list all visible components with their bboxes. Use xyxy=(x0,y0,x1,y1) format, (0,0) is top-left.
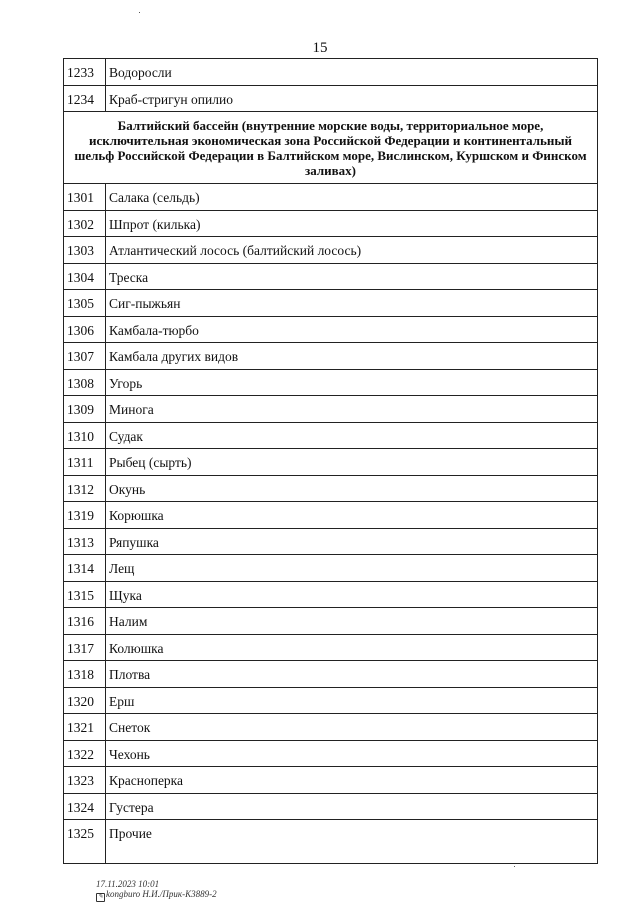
table-row xyxy=(64,396,598,423)
species-code-table xyxy=(63,58,598,864)
table-row xyxy=(64,210,598,237)
footer-author: kongburo Н.И./Прик-К3889-2 xyxy=(106,889,217,899)
table-row xyxy=(64,555,598,582)
footer-datetime: 17.11.2023 10:01 xyxy=(96,879,160,889)
table-row xyxy=(64,740,598,767)
table-row xyxy=(64,475,598,502)
document-sign-icon: ✎ xyxy=(97,894,104,900)
species-code: 1234 xyxy=(64,85,106,112)
table-row xyxy=(64,184,598,211)
footer-author-line xyxy=(96,889,217,902)
species-code: 1306 xyxy=(64,316,106,343)
table-row xyxy=(64,449,598,476)
table-row xyxy=(64,581,598,608)
species-name: Окунь xyxy=(106,475,598,502)
species-name: Треска xyxy=(106,263,598,290)
species-name: Прочие xyxy=(106,820,598,864)
species-code: 1316 xyxy=(64,608,106,635)
table-row xyxy=(64,502,598,529)
species-name: Камбала-тюрбо xyxy=(106,316,598,343)
species-code: 1311 xyxy=(64,449,106,476)
species-code: 1304 xyxy=(64,263,106,290)
species-code: 1308 xyxy=(64,369,106,396)
species-name: Колюшка xyxy=(106,634,598,661)
species-code: 1323 xyxy=(64,767,106,794)
species-code: 1321 xyxy=(64,714,106,741)
species-name: Лещ xyxy=(106,555,598,582)
species-name: Снеток xyxy=(106,714,598,741)
species-code: 1309 xyxy=(64,396,106,423)
species-code: 1301 xyxy=(64,184,106,211)
species-code: 1320 xyxy=(64,687,106,714)
table-row xyxy=(64,369,598,396)
table-row xyxy=(64,687,598,714)
species-code: 1305 xyxy=(64,290,106,317)
species-code: 1310 xyxy=(64,422,106,449)
table-row xyxy=(64,263,598,290)
table-row xyxy=(64,714,598,741)
page-number: 15 xyxy=(312,40,328,56)
species-name: Плотва xyxy=(106,661,598,688)
table-body-top xyxy=(64,59,598,112)
table-row xyxy=(64,528,598,555)
table-row xyxy=(64,343,598,370)
species-code: 1325 xyxy=(64,820,106,864)
species-name: Рыбец (сырть) xyxy=(106,449,598,476)
species-code: 1307 xyxy=(64,343,106,370)
table-row xyxy=(64,85,598,112)
species-code: 1312 xyxy=(64,475,106,502)
table-row xyxy=(64,634,598,661)
section-heading: Балтийский бассейн (внутренние морские воды, территориальное море, исключительная экономическая зона Российской Федерации и континентальный шельф Российской Федерации в Балтийском море, Вислинском, Куршском и Финском заливах) xyxy=(64,112,598,184)
table-row xyxy=(64,59,598,86)
species-name: Щука xyxy=(106,581,598,608)
species-name: Минога xyxy=(106,396,598,423)
species-name: Краб-стригун опилио xyxy=(106,85,598,112)
species-name: Ряпушка xyxy=(106,528,598,555)
table-row xyxy=(64,767,598,794)
table-body-species xyxy=(64,184,598,864)
species-name: Красноперка xyxy=(106,767,598,794)
scan-speck xyxy=(514,866,515,867)
species-name: Густера xyxy=(106,793,598,820)
species-name: Корюшка xyxy=(106,502,598,529)
table-row xyxy=(64,608,598,635)
species-code: 1313 xyxy=(64,528,106,555)
species-name: Чехонь xyxy=(106,740,598,767)
species-name: Угорь xyxy=(106,369,598,396)
species-code: 1318 xyxy=(64,661,106,688)
table-section xyxy=(64,112,598,184)
table-row xyxy=(64,661,598,688)
species-code: 1303 xyxy=(64,237,106,264)
species-name: Водоросли xyxy=(106,59,598,86)
section-heading-row xyxy=(64,112,598,184)
table-row xyxy=(64,793,598,820)
species-code: 1322 xyxy=(64,740,106,767)
species-code: 1314 xyxy=(64,555,106,582)
table-row xyxy=(64,316,598,343)
species-code: 1315 xyxy=(64,581,106,608)
species-name: Шпрот (килька) xyxy=(106,210,598,237)
table-row xyxy=(64,820,598,864)
species-name: Налим xyxy=(106,608,598,635)
scan-speck xyxy=(139,12,140,13)
table-row xyxy=(64,422,598,449)
table-row xyxy=(64,290,598,317)
species-code: 1317 xyxy=(64,634,106,661)
species-name: Судак xyxy=(106,422,598,449)
species-name: Ерш xyxy=(106,687,598,714)
species-name: Сиг-пыжьян xyxy=(106,290,598,317)
document-footer xyxy=(96,879,217,902)
species-code: 1319 xyxy=(64,502,106,529)
species-code: 1233 xyxy=(64,59,106,86)
species-name: Салака (сельдь) xyxy=(106,184,598,211)
species-name: Камбала других видов xyxy=(106,343,598,370)
species-code: 1302 xyxy=(64,210,106,237)
table-row xyxy=(64,237,598,264)
species-name: Атлантический лосось (балтийский лосось) xyxy=(106,237,598,264)
species-code: 1324 xyxy=(64,793,106,820)
